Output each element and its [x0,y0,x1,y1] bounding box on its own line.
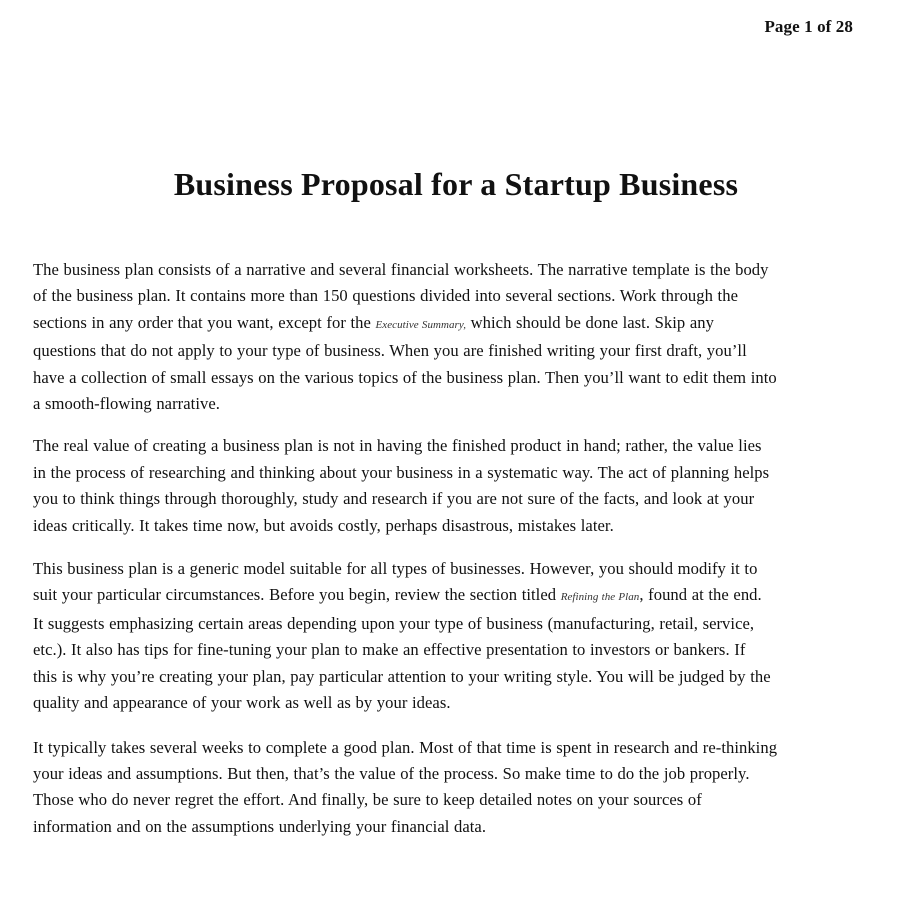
document-title: Business Proposal for a Startup Business [173,166,739,202]
text-line: a smooth-flowing narrative. [33,394,220,414]
text-run: sections in any order that you want, except for the [33,312,376,332]
text-run: which should be done last. Skip any [466,312,714,332]
text-line: This business plan is a generic model suitable for all types of businesses. However, you should modify it to [33,559,758,579]
text-line: Those who do never regret the effort. And finally, be sure to keep detailed notes on your sources of [33,790,702,810]
text-line: quality and appearance of your work as well as by your ideas. [33,693,451,713]
text-line: The real value of creating a business plan is not in having the finished product in hand; rather, the value lies [33,436,762,456]
page-number: Page 1 of 28 [764,17,853,36]
text-line: The business plan consists of a narrative and several financial worksheets. The narrative template is the body [33,260,769,279]
text-line: information and on the assumptions underlying your financial data. [33,816,487,836]
text-run: , found at the end. [639,585,762,605]
text-line [33,310,865,338]
text-line: It suggests emphasizing certain areas depending upon your type of business (manufacturing, retail, service, [33,613,755,633]
text-run: suit your particular circumstances. Before you begin, review the section titled [33,585,561,605]
text-line: you to think things through thoroughly, study and research if you are not sure of the facts, and look at your [33,489,755,509]
text-line: It typically takes several weeks to complete a good plan. Most of that time is spent in research and re-thinking [33,737,778,757]
text-line [33,582,865,610]
text-line: ideas critically. It takes time now, but avoids costly, perhaps disastrous, mistakes later. [33,515,614,535]
document-body [33,257,865,856]
text-line: this is why you’re creating your plan, pay particular attention to your writing style. You will be judged by the [33,666,771,686]
paragraph-intro [33,257,865,417]
section-reference-refining-the-plan: Refining the Plan [560,591,640,604]
paragraph-value [33,433,865,539]
text-line: your ideas and assumptions. But then, that’s the value of the process. So make time to do the job properly. [33,763,750,783]
section-reference-executive-summary: Executive Summary, [375,318,467,331]
text-line: etc.). It also has tips for fine-tuning your plan to make an effective presentation to investors or bankers. If [33,640,746,660]
text-line: have a collection of small essays on the various topics of the business plan. Then you’ll want to edit them into [33,367,777,387]
paragraph-generic-model [33,556,865,716]
text-line: of the business plan. It contains more than 150 questions divided into several sections. Work through the [33,286,738,306]
text-line: questions that do not apply to your type of business. When you are finished writing your first draft, you’ll [33,341,747,361]
paragraph-timeline [33,735,865,841]
text-line: in the process of researching and thinking about your business in a systematic way. The act of planning helps [33,462,770,482]
